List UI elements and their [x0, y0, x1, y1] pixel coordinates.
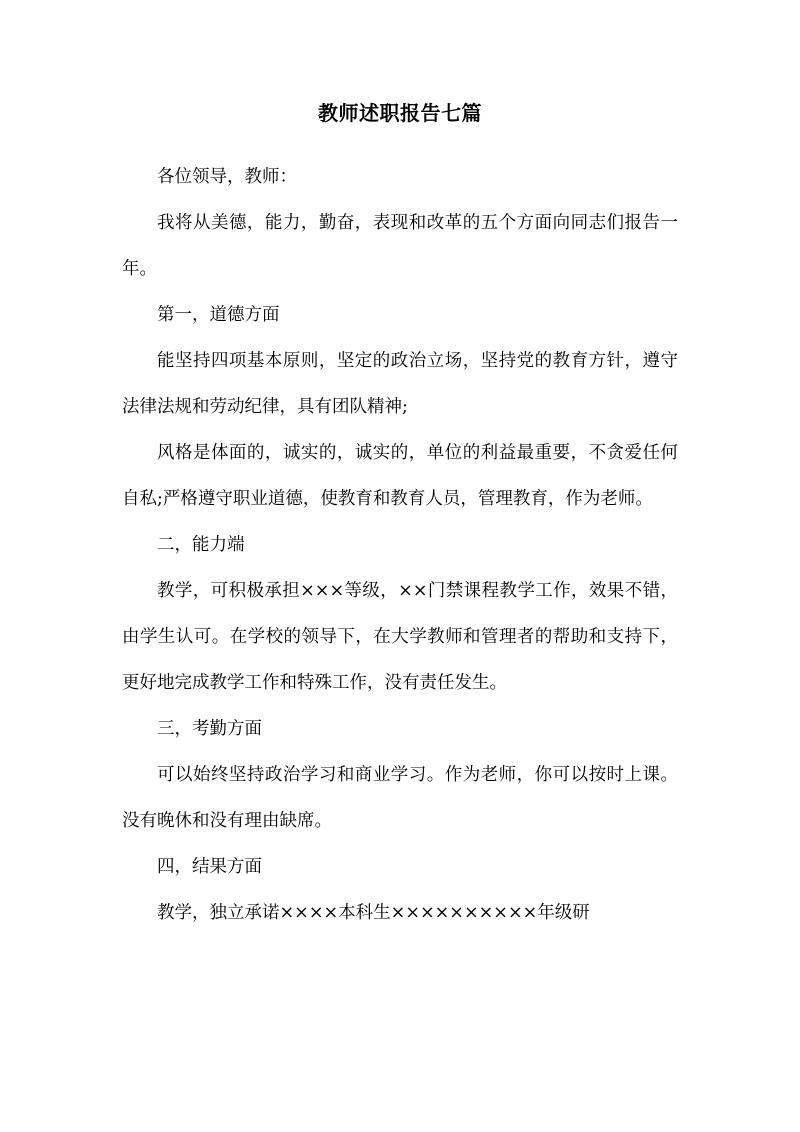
ability-paragraph: 教学，可积极承担×××等级，××门禁课程教学工作，效果不错，由学生认可。在学校的领导下，在大学教师和管理者的帮助和支持下，更好地完成教学工作和特殊工作，没有责任发生。 [122, 581, 678, 693]
section-heading-morality: 第一，道德方面 [157, 305, 280, 325]
morality-paragraph-2: 风格是体面的，诚实的，诚实的，单位的利益最重要，不贪爱任何自私;严格遵守职业道德，使教育和教育人员，管理教育，作为老师。 [122, 443, 678, 509]
section-heading-ability: 二，能力端 [157, 535, 245, 555]
document-title: 教师述职报告七篇 [318, 101, 482, 125]
results-paragraph: 教学，独立承诺××××本科生××××××××××年级研 [157, 903, 590, 923]
attendance-paragraph: 可以始终坚持政治学习和商业学习。作为老师，你可以按时上课。没有晚休和没有理由缺席。 [122, 765, 678, 831]
intro-paragraph: 我将从美德，能力，勤奋，表现和改革的五个方面向同志们报告一年。 [122, 213, 678, 279]
document-body [122, 154, 678, 936]
morality-paragraph-1: 能坚持四项基本原则，坚定的政治立场，坚持党的教育方针，遵守法律法规和劳动纪律，具有团队精神; [122, 351, 678, 417]
section-heading-results: 四，结果方面 [157, 857, 262, 877]
section-heading-attendance: 三，考勤方面 [157, 719, 262, 739]
salutation-paragraph: 各位领导，教师： [157, 167, 297, 187]
